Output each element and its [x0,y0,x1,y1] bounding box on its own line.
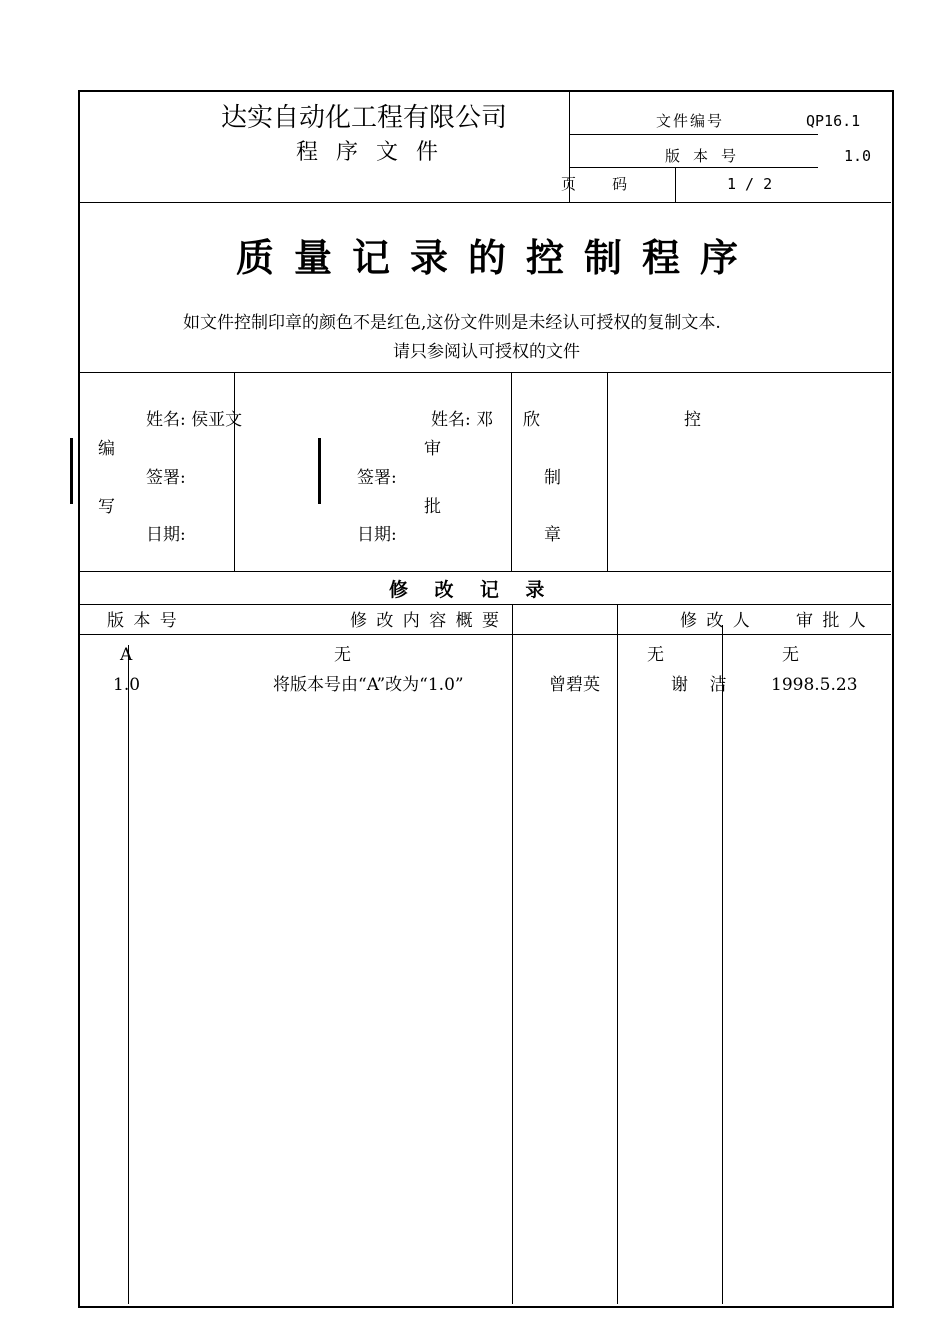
rev-col-line-1 [128,645,129,1304]
title-bottom-line [79,372,891,373]
rev-col-line-2 [512,605,513,1304]
reviewer-role-char-2: 批 [424,497,441,517]
rev-col-line-4 [722,625,723,1304]
signoff-divider-1 [234,373,235,571]
header-bottom-line [79,202,891,203]
row-2-content: 将版本号由“A”改为“1.0” [273,675,464,695]
rev-col-line-3 [617,605,618,1304]
author-date: 日期: [146,525,186,545]
page-label: 页 码 [561,175,628,193]
page-cell-divider [675,168,676,202]
copy-notice-line-2: 请只参阅认可授权的文件 [393,342,580,362]
author-role-char-2: 写 [98,497,115,517]
row-1-date: 无 [782,645,799,665]
control-stamp-char-2: 制 [544,468,561,488]
document-type: 程序文件 [296,140,457,165]
reviewer-name-tail: 欣 [523,410,540,430]
signoff-bottom-line [79,571,891,572]
reviewer-sign: 签署: [357,468,397,488]
doc-number-value: QP16.1 [806,112,861,130]
page-value: 1 / 2 [727,175,773,193]
row-2-date: 1998.5.23 [771,675,858,695]
company-name: 达实自动化工程有限公司 [221,103,508,133]
row-1-approver: 无 [647,645,664,665]
row-1-version: A [120,645,133,665]
revision-section-title: 修 改 记 录 [389,579,545,601]
signoff-divider-2 [511,373,512,571]
reviewer-name: 姓名: 邓 [431,410,494,430]
col-header-modifier: 修 改 人 [680,611,752,631]
doc-number-label: 文件编号 [656,112,725,130]
version-label: 版 本 号 [665,147,739,165]
col-header-content: 修 改 内 容 概 要 [350,611,502,631]
revision-title-line [79,604,891,605]
column-header-line [79,634,891,635]
col-header-approver: 审 批 人 [796,611,868,631]
copy-notice-line-1: 如文件控制印章的颜色不是红色,这份文件则是未经认可授权的复制文本. [183,313,721,333]
margin-bar-middle [318,438,321,504]
margin-bar-left [70,438,73,504]
reviewer-role-char-1: 审 [424,439,441,459]
author-name: 姓名: 侯亚文 [146,410,243,430]
signoff-divider-3 [607,373,608,571]
header-row-line-2 [570,167,818,168]
row-2-modifier: 曾碧英 [549,675,600,695]
author-sign: 签署: [146,468,186,488]
row-2-approver: 谢 洁 [671,675,727,695]
version-value: 1.0 [844,147,872,165]
author-role-char-1: 编 [98,439,115,459]
header-row-line-1 [570,134,818,135]
col-header-version: 版 本 号 [107,611,179,631]
control-stamp-char-1: 控 [684,410,701,430]
reviewer-date: 日期: [357,525,397,545]
row-2-version: 1.0 [113,675,141,695]
row-1-content: 无 [334,645,351,665]
control-stamp-char-3: 章 [544,525,561,545]
document-title: 质量记录的控制程序 [236,235,759,280]
